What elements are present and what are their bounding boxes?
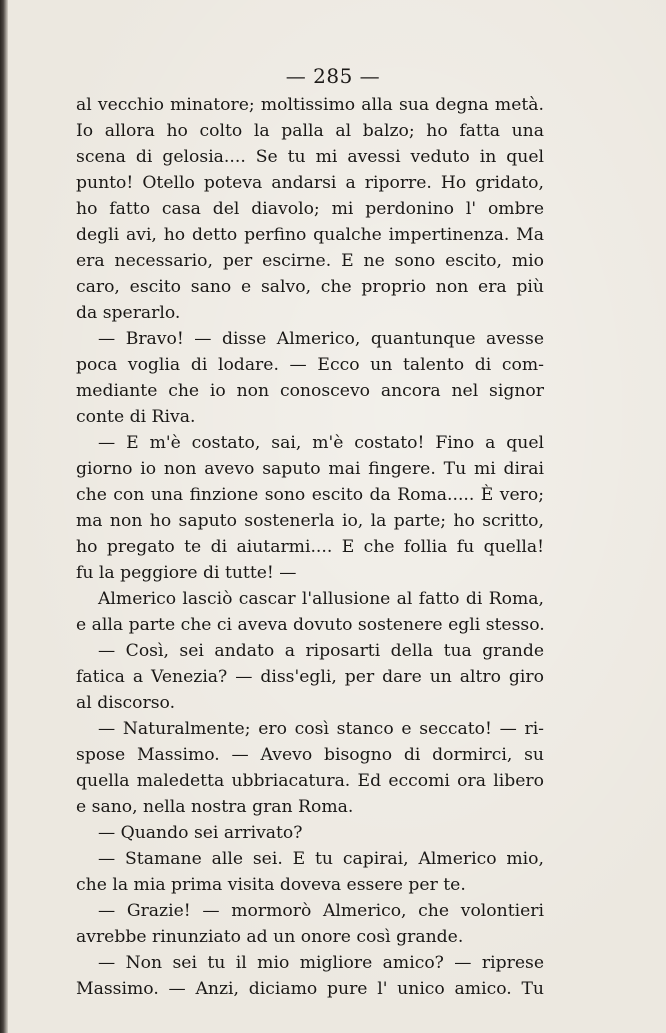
text-line: Massimo. — Anzi, diciamo pure l' unico amico. Tu xyxy=(76,979,544,999)
text-line: — Naturalmente; ero così stanco e seccato! — ri- xyxy=(98,719,544,739)
text-line: giorno io non avevo saputo mai fingere. Tu mi dirai xyxy=(76,459,544,479)
text-line: fatica a Venezia? — diss'egli, per dare un altro giro xyxy=(76,667,544,687)
text-line: da sperarlo. xyxy=(76,303,181,323)
text-line: Io allora ho colto la palla al balzo; ho fatta una xyxy=(76,121,544,141)
text-line: — Non sei tu il mio migliore amico? — riprese xyxy=(98,953,544,973)
text-line: mediante che io non conoscevo ancora nel signor xyxy=(76,381,544,401)
text-line: ho pregato te di aiutarmi.... E che follia fu quella! xyxy=(76,537,544,557)
text-line: — Stamane alle sei. E tu capirai, Almerico mio, xyxy=(98,849,544,869)
text-line: al vecchio minatore; moltissimo alla sua degna metà. xyxy=(76,95,544,115)
text-line: fu la peggiore di tutte! — xyxy=(76,563,297,583)
text-line: Almerico lasciò cascar l'allusione al fatto di Roma, xyxy=(98,589,544,609)
text-line: quella maledetta ubbriacatura. Ed eccomi ora libero xyxy=(76,771,544,791)
text-line: che la mia prima visita doveva essere per te. xyxy=(76,875,466,895)
text-line: ho fatto casa del diavolo; mi perdonino l' ombre xyxy=(76,199,544,219)
text-line: scena di gelosia.... Se tu mi avessi veduto in quel xyxy=(76,147,544,167)
text-line: conte di Riva. xyxy=(76,407,196,427)
text-line: — Bravo! — disse Almerico, quantunque avesse xyxy=(98,329,544,349)
text-line: era necessario, per escirne. E ne sono escito, mio xyxy=(76,251,544,271)
text-line: che con una finzione sono escito da Roma..... È vero; xyxy=(76,485,544,505)
text-line: al discorso. xyxy=(76,693,176,713)
text-line: — Grazie! — mormorò Almerico, che volontieri xyxy=(98,901,544,921)
text-line: — Così, sei andato a riposarti della tua grande xyxy=(98,641,544,661)
text-line: ma non ho saputo sostenerla io, la parte; ho scritto, xyxy=(76,511,544,531)
text-line: avrebbe rinunziato ad un onore così grande. xyxy=(76,927,464,947)
text-line: spose Massimo. — Avevo bisogno di dormirci, su xyxy=(76,745,544,765)
book-spine-edge xyxy=(0,0,8,1033)
text-line: e sano, nella nostra gran Roma. xyxy=(76,797,354,817)
text-line: poca voglia di lodare. — Ecco un talento di com- xyxy=(76,355,544,375)
body-text xyxy=(76,92,544,1002)
text-line: punto! Otello poteva andarsi a riporre. Ho gridato, xyxy=(76,173,544,193)
page-number: — 285 — xyxy=(285,64,381,88)
text-line: degli avi, ho detto perfino qualche impertinenza. Ma xyxy=(76,225,544,245)
text-line: caro, escito sano e salvo, che proprio non era più xyxy=(76,277,544,297)
text-line: e alla parte che ci aveva dovuto sostenere egli stesso. xyxy=(76,615,545,635)
text-line: — Quando sei arrivato? xyxy=(98,823,303,843)
text-line: — E m'è costato, sai, m'è costato! Fino a quel xyxy=(98,433,544,453)
